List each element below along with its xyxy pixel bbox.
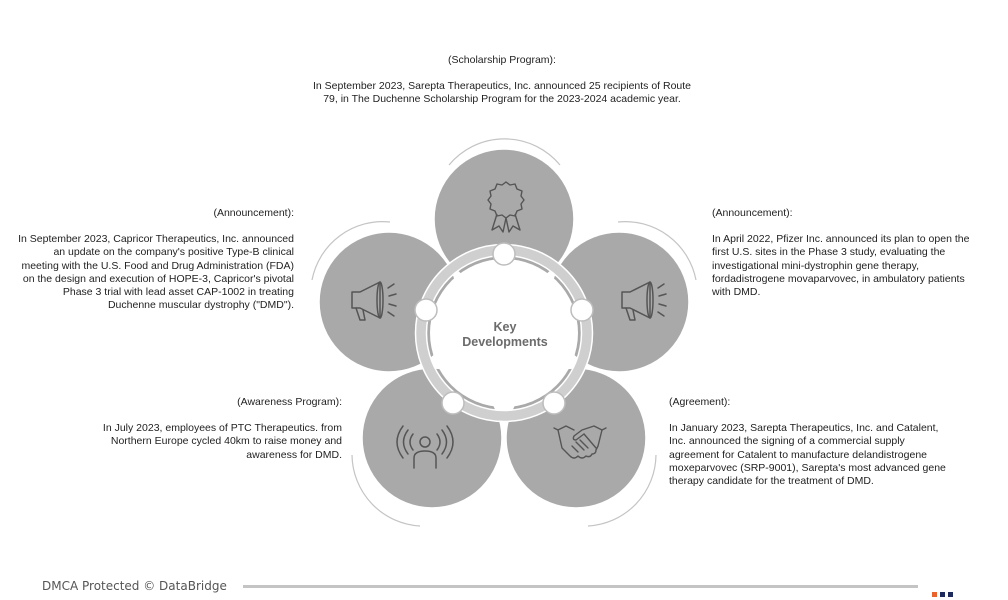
ring-node-bottom-right [543,392,565,414]
center-title-line1: Key [493,320,517,334]
announcement-right-text-block [712,207,984,299]
agreement-body-line: moxeparvovec (SRP-9001), Sarepta's most advanced gene [669,461,946,474]
announcement-left-body-line: In September 2023, Capricor Therapeutics, Inc. announced [18,233,294,246]
scholarship-body-line: In September 2023, Sarepta Therapeutics, Inc. announced 25 recipients of Route [312,80,692,93]
ring-node-bottom-left [442,392,464,414]
agreement-heading: (Agreement): [669,396,731,408]
announcement-left-body-line: Duchenne muscular dystrophy ("DMD"). [107,299,294,312]
scholarship-heading: (Scholarship Program): [448,54,556,66]
announcement-right-body-line: investigational mini-dystrophin gene therapy, [712,259,920,272]
announcement-left-body-line: meeting with the U.S. Food and Drug Administration (FDA) [21,259,294,272]
brand-dot-navy [940,592,945,597]
announcement-right-body-line: In April 2022, Pfizer Inc. announced its plan to open the [712,233,970,246]
announcement-right-body-line: fordadistrogene movaparvovec, in ambulatory patients [712,272,965,285]
scholarship-body-line: 79, in The Duchenne Scholarship Program for the 2023-2024 academic year. [323,93,681,106]
awareness-body-line: In July 2023, employees of PTC Therapeutics. from [102,422,342,435]
center-title-line2: Developments [462,335,548,349]
awareness-text-block [94,396,342,462]
center-title [445,320,565,350]
agreement-body-line: therapy candidate for the treatment of DMD. [669,475,874,488]
announcement-right-heading: (Announcement): [712,207,793,219]
footer-copyright: DMCA Protected © DataBridge [42,579,227,593]
announcement-left-text-block [8,207,294,312]
announcement-left-heading: (Announcement): [213,207,294,219]
agreement-body-line: In January 2023, Sarepta Therapeutics, Inc. and Catalent, [669,422,939,435]
agreement-body-line: Inc. announced the signing of a commercial supply [669,435,905,448]
scholarship-text-block [300,54,704,107]
announcement-left-body-line: Phase 3 trial with lead asset CAP-1002 in treating [62,286,294,299]
announcement-right-body-line: first U.S. sites in the Phase 3 study, evaluating the [712,246,946,259]
agreement-body-line: agreement for Catalent to manufacture delandistrogene [669,448,927,461]
footer-divider [243,585,918,588]
ring-node-right [571,299,593,321]
announcement-left-body-line: an update on the company's positive Type-B clinical [53,246,294,259]
awareness-heading: (Awareness Program): [237,396,342,408]
brand-dot-orange [932,592,937,597]
agreement-text-block [669,396,959,488]
awareness-body-line: awareness for DMD. [246,448,342,461]
ring-node-left [415,299,437,321]
announcement-right-body-line: with DMD. [712,286,761,299]
footer-brand-dots [932,584,956,600]
announcement-left-body-line: on the design and execution of HOPE-3, Capricor's pivotal [22,272,294,285]
ring-node-top [493,243,515,265]
brand-dot-navy [948,592,953,597]
awareness-body-line: Northern Europe cycled 40km to raise money and [110,435,342,448]
